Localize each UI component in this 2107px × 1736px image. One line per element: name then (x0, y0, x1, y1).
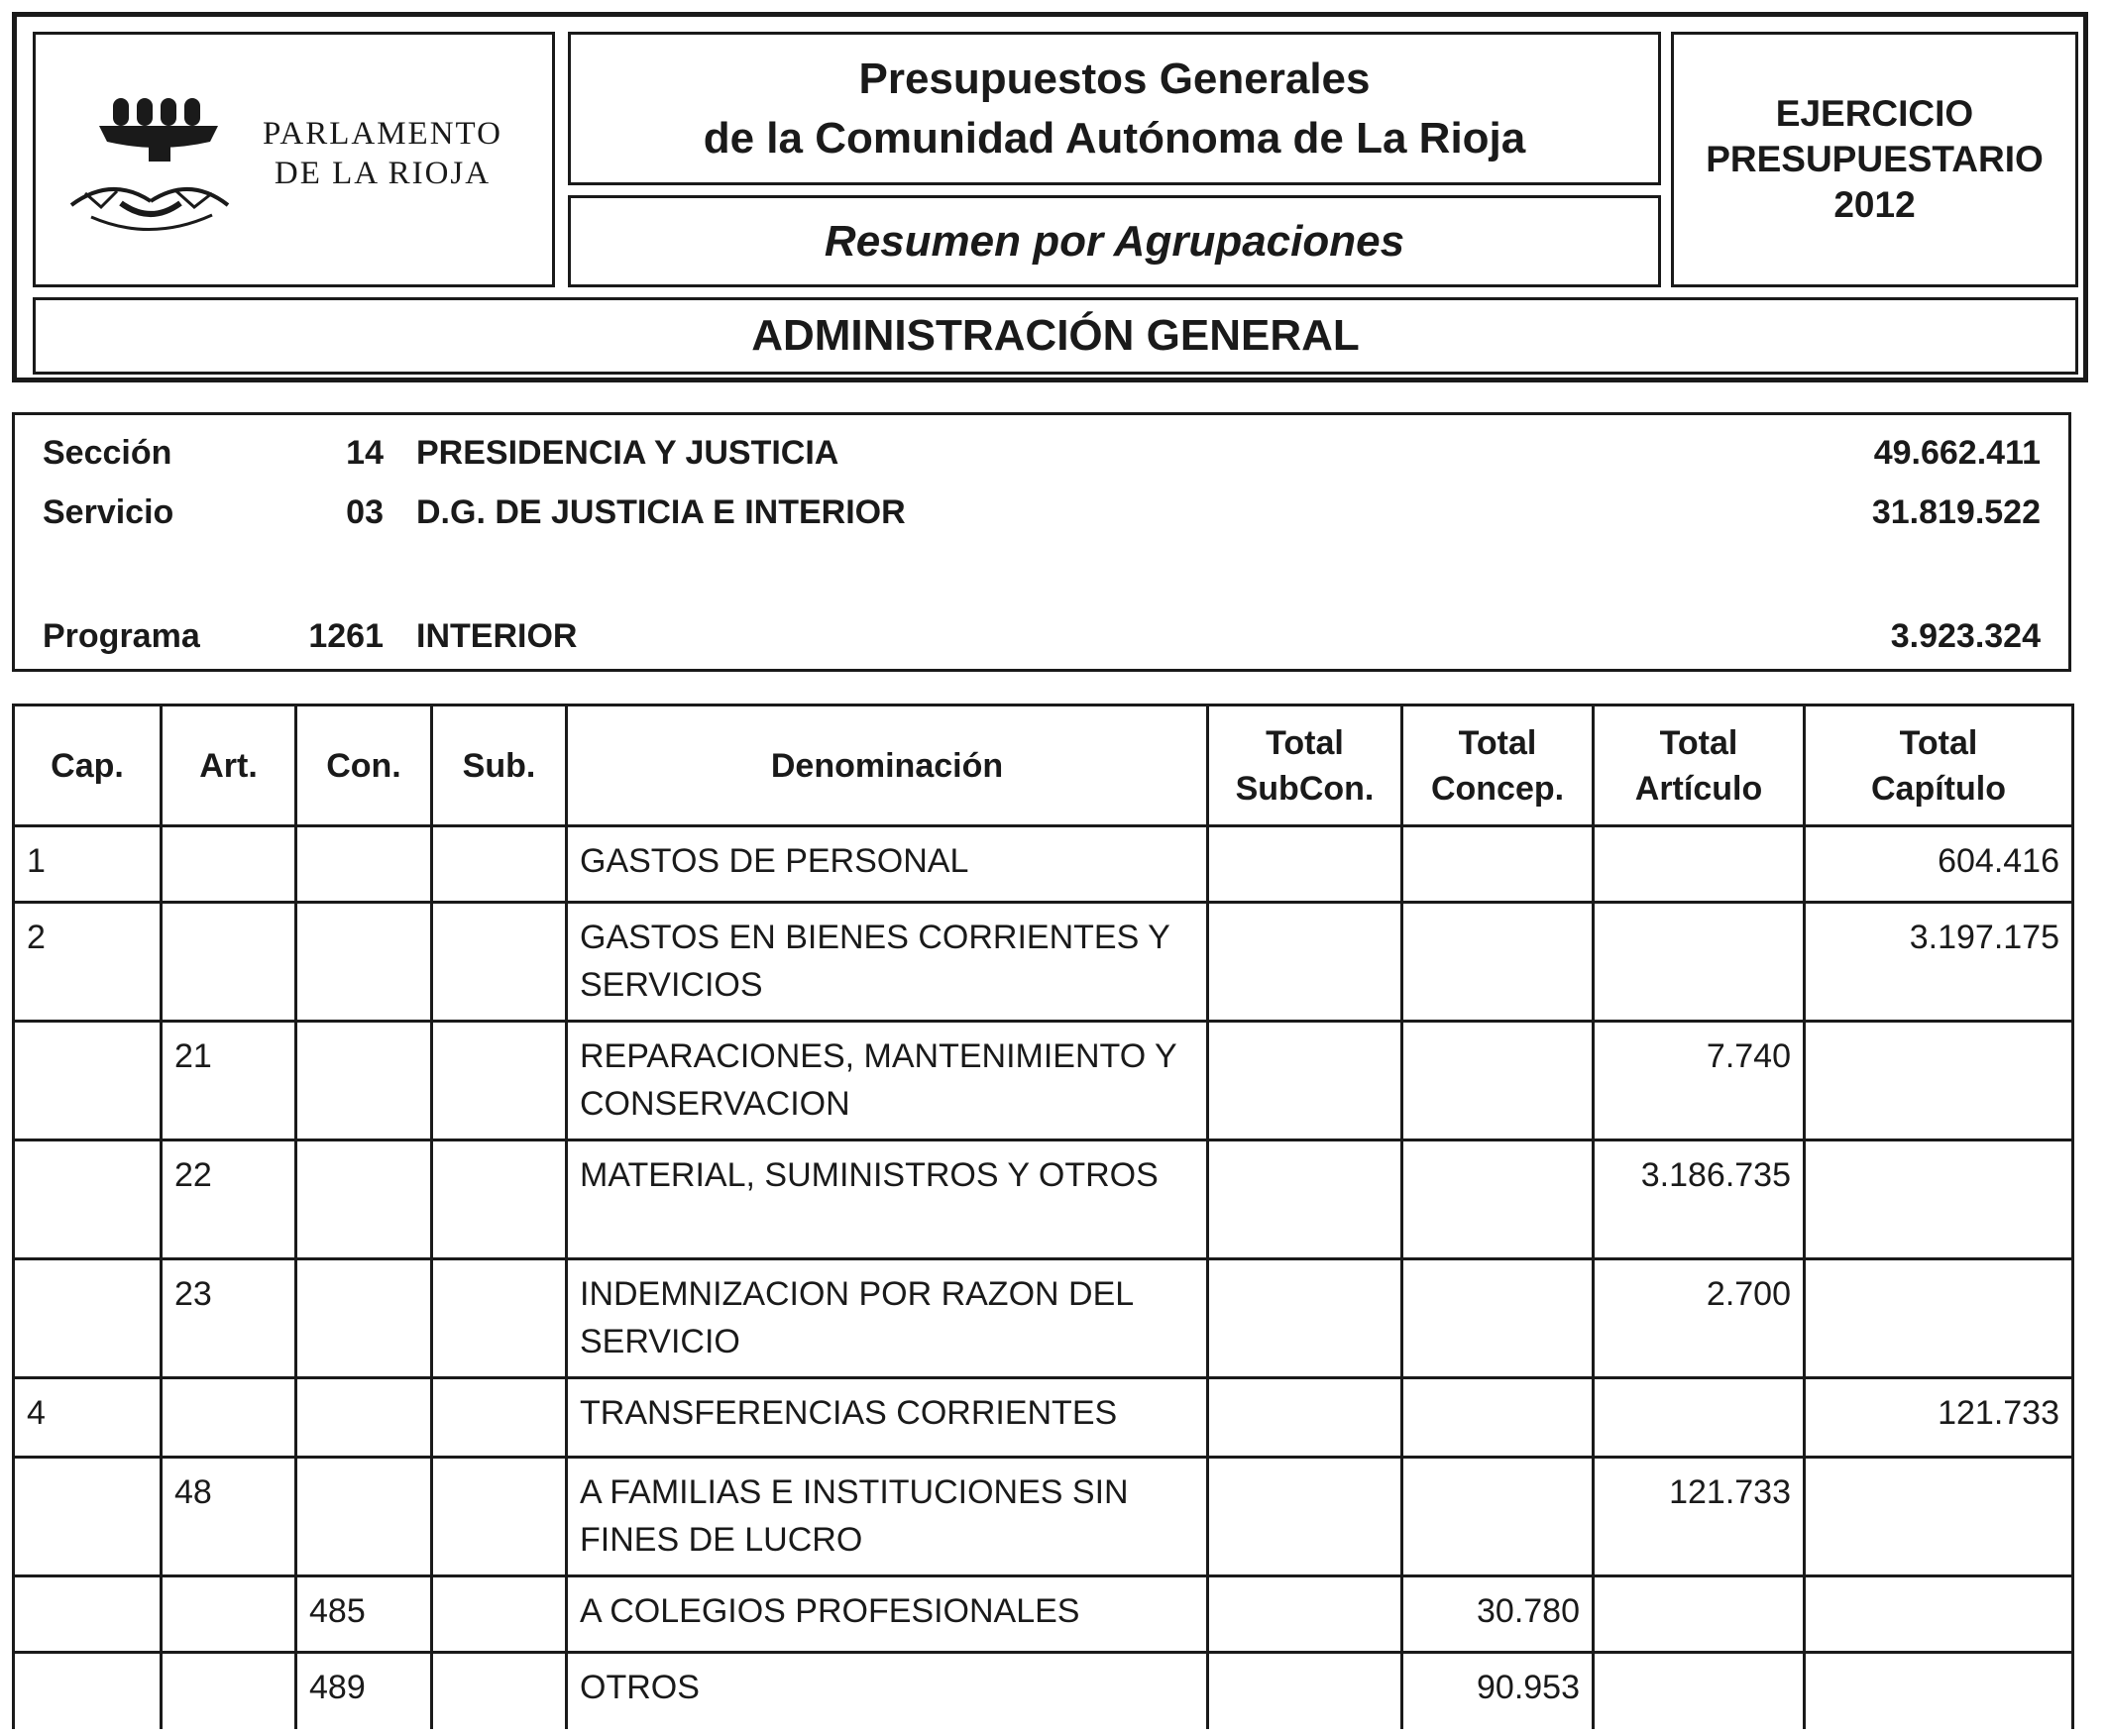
cell-total-capitulo: 604.416 (1805, 826, 2073, 903)
programa-row (15, 616, 2068, 656)
budget-table (12, 704, 2074, 1729)
cell-total-concep: 30.780 (1402, 1576, 1594, 1653)
cell-total-articulo: 3.186.735 (1594, 1140, 1805, 1259)
seccion-name: PRESIDENCIA Y JUSTICIA (416, 434, 839, 472)
logo-panel (33, 32, 555, 287)
cell-cap (14, 1653, 162, 1729)
seccion-label: Sección (43, 434, 172, 472)
cell-cap (14, 1140, 162, 1259)
servicio-label: Servicio (43, 493, 174, 531)
cell-total-articulo (1594, 826, 1805, 903)
cell-total-concep (1402, 1458, 1594, 1576)
seccion-amount: 49.662.411 (1873, 434, 2041, 472)
area-title: ADMINISTRACIÓN GENERAL (751, 311, 1360, 360)
cell-sub (432, 1259, 567, 1378)
cell-sub (432, 1140, 567, 1259)
cell-total-capitulo (1805, 1576, 2073, 1653)
cell-denominacion: A FAMILIAS E INSTITUCIONES SIN FINES DE LUCRO (567, 1458, 1208, 1576)
cell-total-subcon (1208, 826, 1402, 903)
header-total-articulo-line-2: Artículo (1634, 769, 1763, 808)
cell-total-capitulo (1805, 1140, 2073, 1259)
table-row (14, 1259, 2073, 1378)
document-title-line-1: Presupuestos Generales (858, 54, 1371, 103)
program-info-panel (12, 412, 2071, 672)
header-con: Con. (296, 705, 432, 826)
cell-con (296, 1378, 432, 1458)
header-total-concep-line-1: Total (1458, 723, 1537, 762)
cell-total-subcon (1208, 1458, 1402, 1576)
cell-art: 48 (162, 1458, 296, 1576)
cell-total-capitulo (1805, 1022, 2073, 1140)
cell-con: 489 (296, 1653, 432, 1729)
cell-con (296, 1458, 432, 1576)
cell-con: 485 (296, 1576, 432, 1653)
title-panel (568, 32, 1661, 185)
cell-denominacion: REPARACIONES, MANTENIMIENTO Y CONSERVACION (567, 1022, 1208, 1140)
cell-art (162, 1576, 296, 1653)
header-total-articulo-line-1: Total (1659, 723, 1738, 762)
table-header-row (14, 705, 2073, 826)
cell-sub (432, 1576, 567, 1653)
header-total-subcon-line-1: Total (1266, 723, 1344, 762)
table-row (14, 1653, 2073, 1729)
cell-total-subcon (1208, 1022, 1402, 1140)
header-art: Art. (162, 705, 296, 826)
fiscal-year-value: 2012 (1833, 184, 1916, 225)
cell-total-concep (1402, 1259, 1594, 1378)
cell-denominacion: GASTOS DE PERSONAL (567, 826, 1208, 903)
seccion-code: 14 (346, 434, 384, 472)
cell-con (296, 1140, 432, 1259)
document-title-line-2: de la Comunidad Autónoma de La Rioja (703, 113, 1526, 163)
cell-art (162, 1378, 296, 1458)
cell-total-concep (1402, 1022, 1594, 1140)
cell-total-concep: 90.953 (1402, 1653, 1594, 1729)
cell-denominacion: OTROS (567, 1653, 1208, 1729)
servicio-name: D.G. DE JUSTICIA E INTERIOR (416, 493, 906, 531)
cell-art: 23 (162, 1259, 296, 1378)
programa-code: 1261 (308, 617, 384, 655)
fiscal-year-label-1: EJERCICIO (1775, 93, 1974, 134)
logo-line-2: DE LA RIOJA (274, 156, 492, 191)
programa-name: INTERIOR (416, 617, 578, 655)
cell-cap (14, 1576, 162, 1653)
cell-total-capitulo: 121.733 (1805, 1378, 2073, 1458)
document-header (12, 12, 2088, 382)
cell-total-subcon (1208, 903, 1402, 1022)
table-row (14, 1458, 2073, 1576)
subtitle-panel (568, 195, 1661, 287)
logo-wordmark (234, 114, 531, 193)
programa-label: Programa (43, 617, 200, 655)
seccion-row (15, 433, 2068, 473)
header-sub: Sub. (432, 705, 567, 826)
cell-sub (432, 826, 567, 903)
cell-cap: 1 (14, 826, 162, 903)
cell-total-capitulo: 3.197.175 (1805, 903, 2073, 1022)
header-total-concep (1402, 705, 1594, 826)
table-row (14, 1140, 2073, 1259)
cell-total-articulo (1594, 1653, 1805, 1729)
cell-denominacion: TRANSFERENCIAS CORRIENTES (567, 1378, 1208, 1458)
cell-cap: 4 (14, 1378, 162, 1458)
servicio-code: 03 (346, 493, 384, 531)
cell-cap (14, 1458, 162, 1576)
cell-total-articulo (1594, 1378, 1805, 1458)
area-panel (33, 297, 2078, 375)
header-total-articulo (1594, 705, 1805, 826)
cell-total-subcon (1208, 1653, 1402, 1729)
cell-denominacion: A COLEGIOS PROFESIONALES (567, 1576, 1208, 1653)
table-row (14, 1378, 2073, 1458)
header-total-capitulo-line-1: Total (1899, 723, 1978, 762)
cell-sub (432, 1378, 567, 1458)
header-total-capitulo (1805, 705, 2073, 826)
cell-total-capitulo (1805, 1458, 2073, 1576)
cell-cap (14, 1259, 162, 1378)
cell-denominacion: MATERIAL, SUMINISTROS Y OTROS (567, 1140, 1208, 1259)
cell-total-subcon (1208, 1378, 1402, 1458)
cell-art: 21 (162, 1022, 296, 1140)
fiscal-year-panel (1671, 32, 2078, 287)
cell-total-capitulo (1805, 1259, 2073, 1378)
cell-denominacion: INDEMNIZACION POR RAZON DEL SERVICIO (567, 1259, 1208, 1378)
cell-total-concep (1402, 826, 1594, 903)
cell-art (162, 826, 296, 903)
cell-total-articulo (1594, 903, 1805, 1022)
cell-total-concep (1402, 1378, 1594, 1458)
logo-line-1: PARLAMENTO (263, 116, 502, 152)
cell-sub (432, 1022, 567, 1140)
cell-total-subcon (1208, 1140, 1402, 1259)
cell-con (296, 1259, 432, 1378)
header-cap: Cap. (14, 705, 162, 826)
document-subtitle: Resumen por Agrupaciones (824, 216, 1405, 266)
cell-sub (432, 1458, 567, 1576)
header-denominacion: Denominación (567, 705, 1208, 826)
parliament-emblem-icon (52, 94, 230, 243)
cell-art (162, 903, 296, 1022)
cell-con (296, 826, 432, 903)
fiscal-year-label-2: PRESUPUESTARIO (1706, 139, 2044, 179)
header-total-concep-line-2: Concep. (1430, 769, 1565, 808)
cell-cap (14, 1022, 162, 1140)
programa-amount: 3.923.324 (1890, 617, 2041, 655)
cell-total-concep (1402, 1140, 1594, 1259)
table-row (14, 903, 2073, 1022)
cell-con (296, 1022, 432, 1140)
cell-total-articulo (1594, 1576, 1805, 1653)
cell-art: 22 (162, 1140, 296, 1259)
cell-denominacion: GASTOS EN BIENES CORRIENTES Y SERVICIOS (567, 903, 1208, 1022)
table-row (14, 1576, 2073, 1653)
servicio-amount: 31.819.522 (1871, 493, 2041, 531)
header-total-subcon (1208, 705, 1402, 826)
table-row (14, 826, 2073, 903)
cell-art (162, 1653, 296, 1729)
servicio-row (15, 492, 2068, 532)
table-row (14, 1022, 2073, 1140)
cell-sub (432, 1653, 567, 1729)
header-total-capitulo-line-2: Capítulo (1871, 769, 2006, 808)
cell-total-articulo: 2.700 (1594, 1259, 1805, 1378)
cell-con (296, 903, 432, 1022)
cell-total-subcon (1208, 1576, 1402, 1653)
cell-cap: 2 (14, 903, 162, 1022)
cell-total-capitulo (1805, 1653, 2073, 1729)
header-total-subcon-line-2: SubCon. (1235, 769, 1375, 808)
cell-total-subcon (1208, 1259, 1402, 1378)
cell-sub (432, 903, 567, 1022)
cell-total-concep (1402, 903, 1594, 1022)
cell-total-articulo: 7.740 (1594, 1022, 1805, 1140)
cell-total-articulo: 121.733 (1594, 1458, 1805, 1576)
